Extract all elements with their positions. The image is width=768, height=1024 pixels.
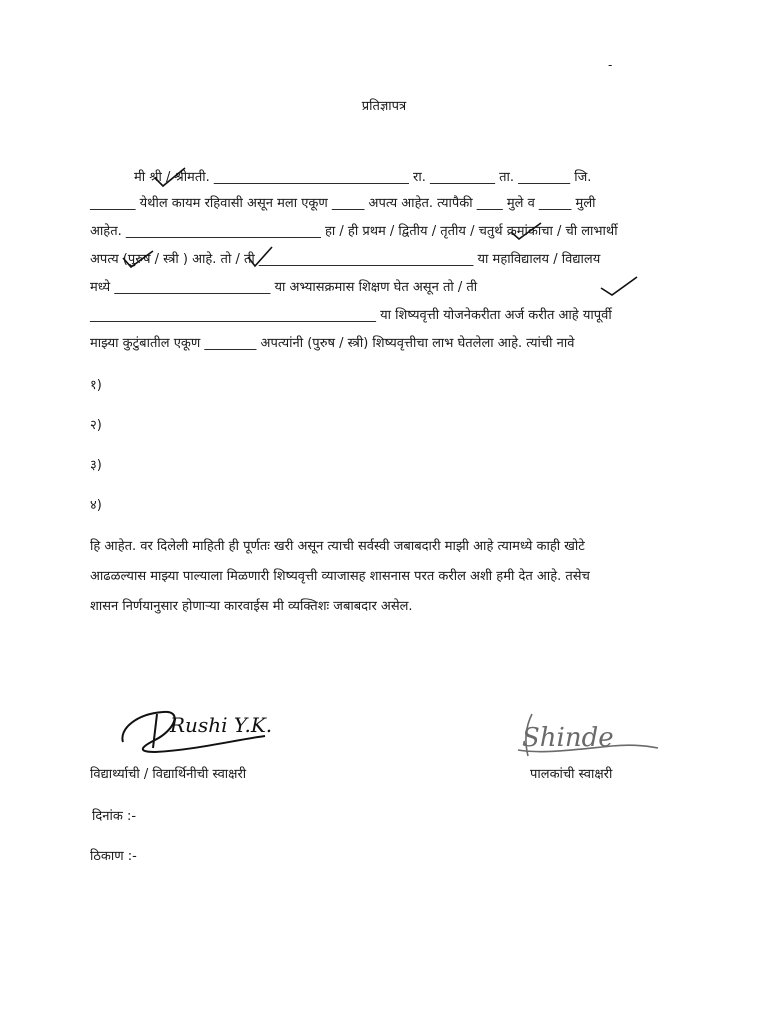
tick-mark-icon: [598, 274, 640, 298]
list-item: ३): [90, 458, 102, 473]
body-line-3: आहेत. ______________________________ हा / ही प्रथम / द्वितीय / तृतीय / चतुर्थ क्रमांकाचा / ची लाभार्थी: [90, 224, 618, 239]
tick-mark-icon: [152, 166, 188, 190]
student-signature-text: Rushi Y.K.: [170, 713, 273, 737]
parent-signature: [512, 706, 662, 766]
body-line-1: मी श्री / श्रीमती. ______________________________ रा. __________ ता. ________ जि.: [134, 170, 592, 185]
declaration-line-1: हि आहेत. वर दिलेली माहिती ही पूर्णतः खरी असून त्याची सर्वस्वी जबाबदारी माझी आहे त्यामध्ये काही खोटे: [90, 539, 585, 554]
student-signature-label: विद्यार्थ्याची / विद्यार्थिनीची स्वाक्षरी: [90, 767, 247, 782]
parent-signature-label: पालकांची स्वाक्षरी: [530, 767, 613, 782]
document-title: प्रतिज्ञापत्र: [361, 99, 407, 114]
tick-mark-icon: [508, 220, 544, 242]
parent-signature-text: Shinde: [522, 723, 614, 753]
address-label: ठिकाण :-: [90, 849, 137, 864]
tick-mark-icon: [245, 245, 275, 269]
corner-mark: -: [608, 58, 613, 72]
list-item: २): [90, 418, 102, 433]
declaration-line-3: शासन निर्णयानुसार होणाऱ्या कारवाईस मी व्यक्तिशः जबाबदार असेल.: [90, 599, 413, 614]
tick-mark-icon: [120, 248, 156, 270]
body-line-4: अपत्य (पुरुष / स्त्री ) आहे. तो / ती _________________________________ या महाविद्यालय / विद्यालय: [90, 252, 601, 267]
date-label: दिनांक :-: [92, 809, 137, 824]
body-line-6: ____________________________________________ या शिष्यवृत्ती योजनेकरीता अर्ज करीत आहे यापूर्वी: [90, 308, 612, 323]
student-signature: [115, 700, 275, 760]
body-line-7: माझ्या कुटुंबातील एकूण ________ अपत्यांनी (पुरुष / स्त्री) शिष्यवृत्तीचा लाभ घेतलेला आहे. त्यांची नावे: [90, 336, 575, 351]
list-item: ४): [90, 498, 102, 513]
body-line-5: मध्ये ________________________ या अभ्यासक्रमास शिक्षण घेत असून तो / ती: [90, 280, 478, 295]
list-item: १): [90, 378, 102, 393]
body-line-2: _______ येथील कायम रहिवासी असून मला एकूण _____ अपत्य आहेत. त्यापैकी ____ मुले व _____ मुली: [90, 196, 596, 211]
declaration-line-2: आढळल्यास माझ्या पाल्याला मिळणारी शिष्यवृत्ती व्याजासह शासनास परत करील अशी हमी देत आहे. तसेच: [90, 569, 590, 584]
